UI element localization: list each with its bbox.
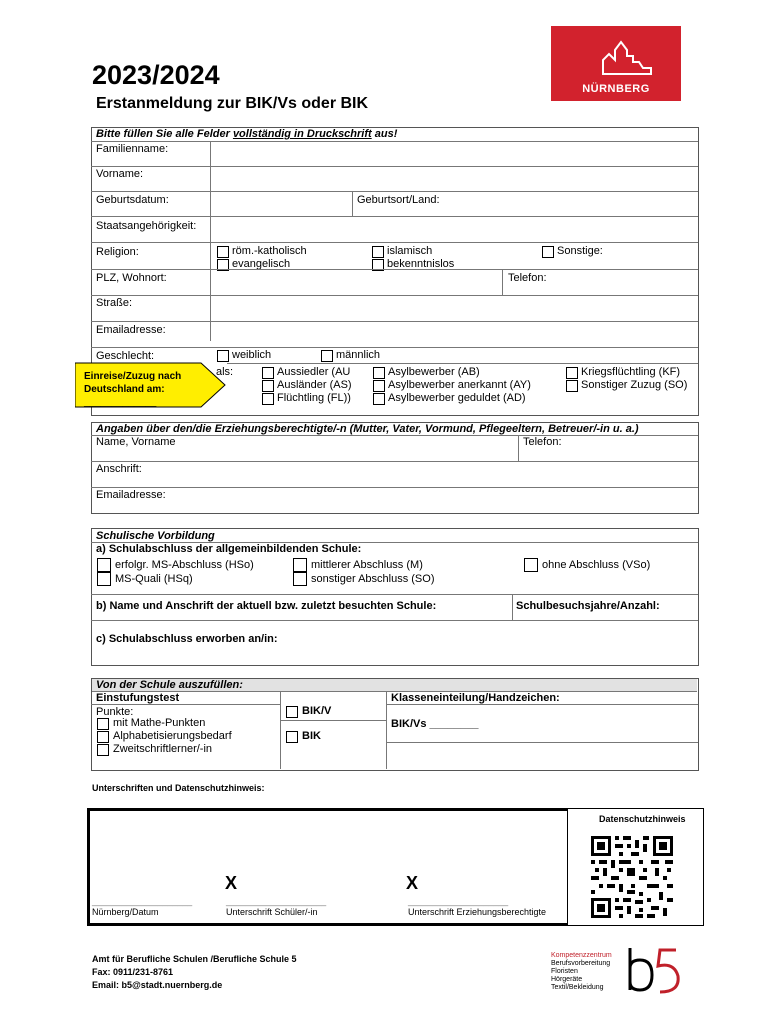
hsq-checkbox[interactable] [97, 572, 111, 586]
ort-line[interactable]: ____________________ [92, 896, 193, 906]
school-year: 2023/2024 [92, 60, 220, 90]
asyl-ay-label: Asylbewerber anerkannt (AY) [388, 379, 531, 391]
sig-x-erz: X [406, 873, 419, 893]
weiblich-label: weiblich [232, 349, 272, 361]
religion-rk-label: röm.-katholisch [232, 245, 307, 257]
school-b-label: b) Name und Anschrift der aktuell bzw. zuletzt besuchten Schule: [96, 600, 437, 612]
punkte-label: Punkte: [96, 706, 134, 718]
schulbesuchsjahre-label: Schulbesuchsjahre/Anzahl: [516, 600, 660, 612]
schueler-sig-label: Unterschrift Schüler/-in [226, 907, 318, 917]
klasseneinteilung-label: Klasseneinteilung/Handzeichen: [391, 692, 560, 704]
guardian-email-label: Emailadresse: [96, 489, 166, 501]
kf-checkbox[interactable] [566, 367, 578, 379]
vso-checkbox[interactable] [524, 558, 538, 572]
mathe-label: mit Mathe-Punkten [113, 717, 206, 729]
school-c-label: c) Schulabschluss erworben an/in: [96, 633, 278, 645]
fluechtling-checkbox[interactable] [262, 393, 274, 405]
guardian-anschrift-field[interactable] [92, 462, 697, 486]
zweit-label: Zweitschriftlerner/-in [113, 743, 213, 755]
so-abschluss-checkbox[interactable] [293, 572, 307, 586]
religion-ev-label: evangelisch [232, 258, 291, 270]
school-heading: Schulische Vorbildung [96, 530, 215, 542]
staatsangehoerigkeit-field[interactable] [211, 217, 697, 241]
office-heading: Von der Schule auszufüllen: [96, 679, 243, 691]
callout-date-field[interactable]: _____________ [84, 397, 157, 408]
guardian-heading: Angaben über den/die Erziehungsberechtigte/-n (Mutter, Vater, Vormund, Pflegeeltern, Betreuer/-in u. a.) [96, 423, 639, 435]
bikv-checkbox[interactable] [286, 706, 298, 718]
als-label: als: [216, 366, 234, 378]
callout-line1: Einreise/Zuzug nach [84, 371, 182, 382]
bik-checkbox[interactable] [286, 731, 298, 743]
so-abschluss-label: sonstiger Abschluss (SO) [311, 573, 435, 585]
hsq-label: MS-Quali (HSq) [115, 573, 193, 585]
einstufungstest-label: Einstufungstest [96, 692, 180, 704]
religion-so-label: Sonstige: [557, 245, 603, 257]
guardian-name-field[interactable] [92, 436, 516, 460]
ort-datum-label: Nürnberg/Datum [92, 907, 159, 917]
aussiedler-label: Aussiedler (AU [277, 366, 351, 378]
vorname-label: Vorname: [96, 168, 144, 180]
hso-label: erfolgr. MS-Abschluss (HSo) [115, 559, 254, 571]
intro-note: Bitte füllen Sie alle Felder vollständig in Druckschrift aus! [96, 128, 398, 140]
bikvs-field[interactable]: BIK/Vs ________ [391, 718, 479, 730]
plz-label: PLZ, Wohnort: [96, 272, 167, 284]
strasse-label: Straße: [96, 297, 133, 309]
auslaender-checkbox[interactable] [262, 380, 274, 392]
religion-so-checkbox[interactable] [542, 246, 554, 258]
email-field[interactable] [211, 322, 697, 346]
signatures-heading: Unterschriften und Datenschutzhinweis: [92, 783, 265, 793]
religion-rk-checkbox[interactable] [217, 246, 229, 258]
nuernberg-logo [551, 26, 681, 101]
kompetenzzentrum-text: Kompetenzzentrum Berufsvorbereitung Floristen Hörgeräte Textil/Bekleidung [551, 952, 612, 991]
guardian-telefon-label: Telefon: [523, 436, 562, 448]
strasse-field[interactable] [211, 296, 697, 320]
familienname-field[interactable] [211, 142, 697, 166]
datenschutz-label: Datenschutzhinweis [599, 814, 686, 824]
plz-field[interactable] [211, 270, 501, 294]
vorname-field[interactable] [211, 167, 697, 191]
asyl-ab-label: Asylbewerber (AB) [388, 366, 480, 378]
footer-fax: Fax: 0911/231-8761 [92, 967, 174, 977]
fluechtling-label: Flüchtling (FL)) [277, 392, 351, 404]
vso-label: ohne Abschluss (VSo) [542, 559, 651, 571]
telefon-label: Telefon: [508, 272, 547, 284]
bikv-label: BIK/V [302, 705, 332, 717]
footer-email: Email: b5@stadt.nuernberg.de [92, 980, 223, 990]
callout-line2: Deutschland am: [84, 384, 165, 395]
school-c-field[interactable] [92, 645, 697, 663]
geschlecht-label: Geschlecht: [96, 350, 155, 362]
asyl-ad-checkbox[interactable] [373, 393, 385, 405]
staatsangehoerigkeit-label: Staatsangehörigkeit: [96, 220, 197, 232]
castle-icon [551, 26, 681, 86]
b5-logo-text [624, 946, 625, 947]
erz-sig-label: Unterschrift Erziehungsberechtigte [408, 907, 547, 917]
form-title: Erstanmeldung zur BIK/Vs oder BIK [96, 95, 369, 112]
mathe-checkbox[interactable] [97, 718, 109, 730]
footer-amt: Amt für Berufliche Schulen /Berufliche Schule 5 [92, 954, 297, 964]
guardian-anschrift-label: Anschrift: [96, 463, 142, 475]
erz-line[interactable]: ____________________ [408, 896, 509, 906]
m-label: mittlerer Abschluss (M) [311, 559, 423, 571]
b5-logo [624, 946, 684, 996]
geburtsort-label: Geburtsort/Land: [357, 194, 440, 206]
guardian-email-field[interactable] [92, 488, 697, 512]
schueler-line[interactable]: ____________________ [226, 896, 327, 906]
geburtsdatum-field[interactable] [211, 192, 351, 216]
sig-x-schueler: X [225, 873, 238, 893]
religion-is-label: islamisch [387, 245, 433, 257]
logo-text: NÜRNBERG [582, 83, 650, 95]
so-zuzug-checkbox[interactable] [566, 380, 578, 392]
bik-label: BIK [302, 730, 321, 742]
maennlich-checkbox[interactable] [321, 350, 333, 362]
alpha-checkbox[interactable] [97, 731, 109, 743]
email-label: Emailadresse: [96, 324, 166, 336]
zweit-checkbox[interactable] [97, 744, 109, 756]
religion-bk-label: bekenntnislos [387, 258, 455, 270]
so-zuzug-label: Sonstiger Zuzug (SO) [581, 379, 688, 391]
asyl-ay-checkbox[interactable] [373, 380, 385, 392]
alpha-label: Alphabetisierungsbedarf [113, 730, 232, 742]
datenschutz-qr-icon[interactable] [589, 834, 675, 920]
m-checkbox[interactable] [293, 558, 307, 572]
religion-is-checkbox[interactable] [372, 246, 384, 258]
school-a-label: a) Schulabschluss der allgemeinbildenden Schule: [96, 543, 362, 555]
asyl-ab-checkbox[interactable] [373, 367, 385, 379]
hso-checkbox[interactable] [97, 558, 111, 572]
geburtsdatum-label: Geburtsdatum: [96, 194, 169, 206]
einreise-callout [75, 360, 227, 410]
asyl-ad-label: Asylbewerber geduldet (AD) [388, 392, 526, 404]
kf-label: Kriegsflüchtling (KF) [581, 366, 681, 378]
school-b-field[interactable] [92, 612, 697, 626]
aussiedler-checkbox[interactable] [262, 367, 274, 379]
familienname-label: Familienname: [96, 143, 169, 155]
auslaender-label: Ausländer (AS) [277, 379, 352, 391]
maennlich-label: männlich [336, 349, 381, 361]
religion-label: Religion: [96, 246, 139, 258]
guardian-name-label: Name, Vorname [96, 436, 176, 448]
